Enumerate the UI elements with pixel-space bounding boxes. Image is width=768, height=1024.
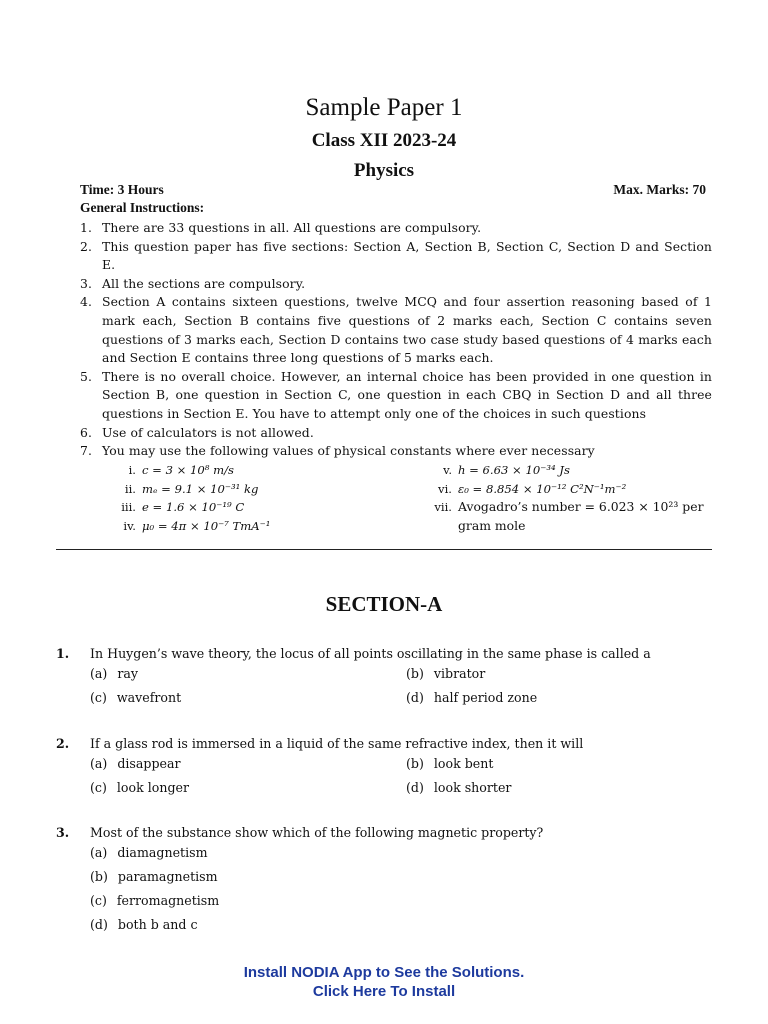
option-text: vibrator <box>433 665 486 681</box>
section-heading: SECTION-A <box>325 592 443 616</box>
option-label: (a) <box>90 755 108 771</box>
instructions-list <box>80 219 712 461</box>
option-text: both b and c <box>117 916 198 932</box>
question-text: Most of the substance show which of the following magnetic property? <box>90 824 544 840</box>
instruction-number: 7. <box>80 443 93 459</box>
option-text: disappear <box>117 755 181 771</box>
option-label: (d) <box>406 689 424 705</box>
option-text: look longer <box>116 779 189 795</box>
constant-index: iii. <box>121 500 136 515</box>
constant-value: Avogadro’s number = 6.023 × 10²³ per gram mole <box>458 499 704 533</box>
instruction-text: Use of calculators is not allowed. <box>102 424 314 440</box>
instruction-number: 3. <box>80 275 93 291</box>
constant-item <box>416 498 712 535</box>
instruction-text: Section A contains sixteen questions, twelve MCQ and four assertion reasoning based of 1 mark each, Section B contains five questions of 2 marks each, Section C contains seven questions of 3 marks each, Section D contains two case study based questions of 4 marks each and Section E contains three long questions of 5 marks each. <box>102 294 712 366</box>
max-marks: Max. Marks: 70 <box>613 182 706 197</box>
install-app-link[interactable]: Install NODIA App to See the Solutions. <box>243 964 525 981</box>
question-number: 1. <box>56 645 70 661</box>
class-year: Class XII 2023-24 <box>311 130 457 151</box>
instruction-text: All the sections are compulsory. <box>102 275 306 291</box>
option-text: half period zone <box>433 689 538 705</box>
instruction-number: 6. <box>80 424 93 440</box>
instruction-number: 4. <box>80 294 93 310</box>
constant-item <box>100 498 416 517</box>
option-a[interactable] <box>90 663 406 683</box>
constant-item <box>100 517 416 536</box>
option-label: (c) <box>90 779 107 795</box>
constant-item <box>100 461 416 480</box>
constant-index: vii. <box>434 500 452 515</box>
instruction-item <box>80 368 712 424</box>
option-d[interactable] <box>90 914 490 934</box>
constant-index: v. <box>443 463 452 477</box>
question-number: 2. <box>56 735 70 751</box>
option-b[interactable] <box>90 866 490 886</box>
instruction-number: 5. <box>80 368 93 384</box>
constant-index: i. <box>128 463 136 477</box>
click-to-install-link[interactable]: Click Here To Install <box>312 983 456 1000</box>
install-app-banner[interactable] <box>0 963 768 1001</box>
question-1 <box>56 643 712 707</box>
instruction-text: You may use the following values of physical constants where ever necessary <box>102 443 595 459</box>
constant-value: μ₀ = 4π × 10⁻⁷ TmA⁻¹ <box>142 518 271 533</box>
instruction-item <box>80 275 712 294</box>
instruction-item <box>80 219 712 238</box>
question-number: 3. <box>56 824 70 840</box>
option-text: look shorter <box>433 779 512 795</box>
option-a[interactable] <box>90 842 490 862</box>
instruction-number: 1. <box>80 220 93 235</box>
constant-value: c = 3 × 10⁸ m/s <box>142 463 234 477</box>
option-a[interactable] <box>90 753 406 773</box>
instruction-item <box>80 293 712 367</box>
constant-value: mₑ = 9.1 × 10⁻³¹ kg <box>142 481 259 496</box>
option-label: (b) <box>406 665 424 681</box>
question-text: In Huygen’s wave theory, the locus of all points oscillating in the same phase is called a <box>90 645 651 661</box>
subject-title: Physics <box>353 160 415 181</box>
question-text: If a glass rod is immersed in a liquid of the same refractive index, then it will <box>90 735 584 751</box>
option-b[interactable] <box>406 663 706 683</box>
time-allowed: Time: 3 Hours <box>80 182 164 197</box>
option-label: (b) <box>406 755 424 771</box>
general-instructions-heading: General Instructions: <box>80 200 205 215</box>
option-text: ray <box>117 665 138 681</box>
option-label: (b) <box>90 868 108 884</box>
option-label: (d) <box>406 779 424 795</box>
constant-item <box>416 461 712 480</box>
constant-index: iv. <box>123 518 136 533</box>
option-c[interactable] <box>90 687 406 707</box>
option-text: wavefront <box>116 689 182 705</box>
instruction-item <box>80 442 712 461</box>
option-label: (a) <box>90 665 108 681</box>
constant-index: vi. <box>438 481 452 496</box>
question-2 <box>56 733 712 797</box>
option-text: look bent <box>433 755 494 771</box>
instruction-text: This question paper has five sections: Section A, Section B, Section C, Section D and Section E. <box>102 238 712 273</box>
instruction-text: There are 33 questions in all. All questions are compulsory. <box>102 220 482 235</box>
option-d[interactable] <box>406 777 706 797</box>
constant-index: ii. <box>124 481 136 496</box>
option-label: (d) <box>90 916 108 932</box>
constant-item <box>100 480 416 499</box>
constant-value: h = 6.63 × 10⁻³⁴ Js <box>458 463 570 477</box>
option-label: (a) <box>90 844 108 860</box>
question-3 <box>56 822 712 934</box>
constant-item <box>416 480 712 499</box>
option-text: diamagnetism <box>117 844 208 860</box>
option-label: (c) <box>90 689 107 705</box>
option-text: ferromagnetism <box>116 892 220 908</box>
divider <box>56 549 712 550</box>
paper-title: Sample Paper 1 <box>305 94 463 121</box>
option-b[interactable] <box>406 753 706 773</box>
physical-constants <box>100 461 712 535</box>
constant-value: e = 1.6 × 10⁻¹⁹ C <box>142 500 245 515</box>
instruction-number: 2. <box>80 238 93 254</box>
option-label: (c) <box>90 892 107 908</box>
option-d[interactable] <box>406 687 706 707</box>
option-c[interactable] <box>90 777 406 797</box>
instruction-text: There is no overall choice. However, an internal choice has been provided in one question in Section B, one question in Section C, one question in each CBQ in Section D and all three questions in Section E. You have to attempt only one of the choices in such questions <box>102 368 712 421</box>
constant-value: ε₀ = 8.854 × 10⁻¹² C²N⁻¹m⁻² <box>458 481 627 496</box>
option-text: paramagnetism <box>117 868 218 884</box>
option-c[interactable] <box>90 890 490 910</box>
instruction-item <box>80 424 712 443</box>
instruction-item <box>80 238 712 275</box>
